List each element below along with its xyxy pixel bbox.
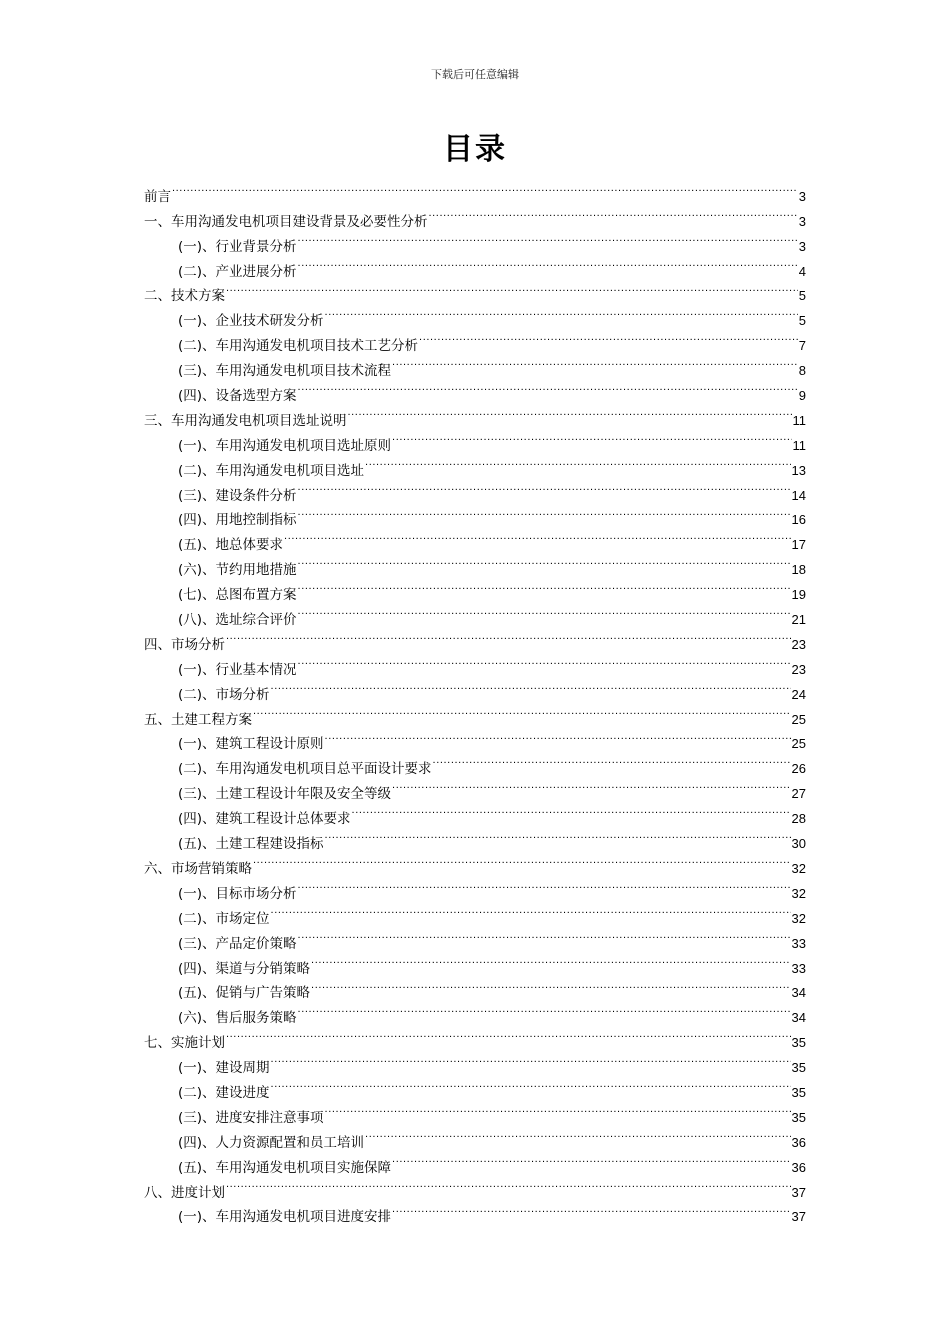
- header-note: 下载后可任意编辑: [431, 68, 519, 81]
- toc-entry-page-number: 24: [791, 686, 806, 702]
- toc-entry-page-number: 27: [791, 786, 806, 802]
- toc-dot-leader: [365, 1122, 790, 1147]
- toc-entry-page-number: 3: [798, 238, 806, 254]
- toc-dot-leader: [392, 1147, 790, 1172]
- toc-entry-label: (四)、设备选型方案: [178, 388, 297, 405]
- toc-entry-label: (六)、售后服务策略: [178, 1010, 297, 1027]
- toc-entry-label: (五)、地总体要求: [178, 537, 284, 554]
- toc-entry-page-number: 25: [791, 711, 806, 727]
- toc-entry-label: 一、车用沟通发电机项目建设背景及必要性分析: [144, 213, 428, 230]
- toc-entry-page-number: 36: [791, 1159, 806, 1175]
- toc-entry-label: (六)、节约用地措施: [178, 562, 297, 579]
- toc-entry-label: (四)、建筑工程设计总体要求: [178, 811, 351, 828]
- toc-dot-leader: [226, 1172, 791, 1197]
- toc-entry[interactable]: [144, 1047, 806, 1077]
- toc-entry-page-number: 19: [791, 587, 806, 603]
- toc-entry-label: (一)、行业背景分析: [178, 238, 297, 255]
- toc-entry-label: (三)、土建工程设计年限及安全等级: [178, 786, 392, 803]
- toc-entry-page-number: 25: [791, 736, 806, 752]
- toc-dot-leader: [433, 748, 791, 773]
- toc-dot-leader: [365, 450, 790, 475]
- toc-entry-label: (一)、企业技术研发分析: [178, 313, 324, 330]
- toc-dot-leader: [226, 624, 791, 649]
- toc-dot-leader: [311, 973, 790, 998]
- toc-entry-page-number: 34: [791, 1010, 806, 1026]
- toc-entry-label: (七)、总图布置方案: [178, 587, 297, 604]
- toc-entry-label: (一)、行业基本情况: [178, 661, 297, 678]
- toc-entry-page-number: 4: [798, 263, 806, 279]
- toc-entry-page-number: 32: [791, 910, 806, 926]
- toc-entry-page-number: 32: [791, 860, 806, 876]
- toc-entry-page-number: 18: [791, 562, 806, 578]
- toc-entry[interactable]: [144, 649, 806, 678]
- toc-dot-leader: [298, 873, 791, 898]
- toc-dot-leader: [392, 1197, 790, 1222]
- toc-entry-label: (一)、目标市场分析: [178, 885, 297, 902]
- toc-dot-leader: [392, 350, 798, 375]
- toc-entry-page-number: 17: [791, 537, 806, 553]
- toc-entry-label: (三)、进度安排注意事项: [178, 1109, 324, 1126]
- toc-dot-leader: [284, 524, 790, 549]
- toc-dot-leader: [298, 549, 791, 574]
- toc-entry-label: (五)、车用沟通发电机项目实施保障: [178, 1159, 392, 1176]
- toc-entry-label: 二、技术方案: [144, 288, 225, 305]
- toc-dot-leader: [298, 226, 798, 251]
- toc-entry[interactable]: [144, 300, 806, 330]
- toc-entry-label: (一)、建筑工程设计原则: [178, 736, 324, 753]
- toc-entry[interactable]: [144, 1172, 806, 1201]
- toc-entry-page-number: 30: [791, 836, 806, 852]
- toc-dot-leader: [298, 997, 791, 1022]
- toc-entry[interactable]: [144, 201, 806, 230]
- toc-entry[interactable]: [144, 1022, 806, 1052]
- toc-entry-label: (二)、产业进展分析: [178, 263, 297, 280]
- toc-entry-label: (八)、选址综合评价: [178, 612, 297, 629]
- toc-entry-page-number: 14: [791, 487, 806, 503]
- toc-entry-label: (一)、车用沟通发电机项目选址原则: [178, 437, 392, 454]
- toc-entry-page-number: 3: [798, 188, 806, 204]
- toc-entry-page-number: 37: [791, 1184, 806, 1200]
- toc-dot-leader: [298, 574, 791, 599]
- toc-entry-page-number: 35: [791, 1084, 806, 1100]
- toc-entry[interactable]: [144, 624, 806, 653]
- toc-entry[interactable]: [144, 1197, 806, 1226]
- toc-dot-leader: [429, 201, 798, 226]
- toc-entry-page-number: 11: [792, 412, 806, 428]
- toc-entry-label: 四、市场分析: [144, 636, 225, 653]
- toc-entry-page-number: 36: [791, 1134, 806, 1150]
- toc-entry-page-number: 3: [798, 213, 806, 229]
- toc-dot-leader: [271, 1072, 791, 1097]
- toc-entry-label: (五)、促销与广告策略: [178, 985, 311, 1002]
- toc-dot-leader: [226, 1022, 791, 1047]
- toc-entry-page-number: 37: [791, 1209, 806, 1225]
- toc-dot-leader: [298, 475, 791, 500]
- toc-entry-page-number: 23: [791, 661, 806, 677]
- toc-dot-leader: [298, 375, 798, 400]
- toc-entry-page-number: 28: [791, 811, 806, 827]
- toc-entry-page-number: 35: [791, 1035, 806, 1051]
- toc-dot-leader: [298, 500, 791, 525]
- toc-entry-page-number: 5: [798, 288, 806, 304]
- toc-entry-label: (五)、土建工程建设指标: [178, 836, 324, 853]
- toc-dot-leader: [348, 400, 792, 425]
- toc-entry-page-number: 35: [791, 1060, 806, 1076]
- toc-dot-leader: [311, 948, 790, 973]
- toc-entry-label: 三、车用沟通发电机项目选址说明: [144, 412, 347, 429]
- toc-entry-label: (三)、车用沟通发电机项目技术流程: [178, 363, 392, 380]
- toc-entry-label: (四)、渠道与分销策略: [178, 960, 311, 977]
- toc-entry[interactable]: [144, 176, 806, 205]
- toc-dot-leader: [271, 674, 791, 699]
- toc-dot-leader: [298, 599, 791, 624]
- toc-entry-page-number: 21: [791, 612, 806, 628]
- toc-entry-label: 八、进度计划: [144, 1184, 225, 1201]
- toc-dot-leader: [392, 773, 790, 798]
- toc-entry-page-number: 7: [798, 338, 806, 354]
- toc-entry-label: 七、实施计划: [144, 1035, 225, 1052]
- toc-dot-leader: [271, 1047, 791, 1072]
- toc-dot-leader: [325, 724, 791, 749]
- toc-entry-page-number: 23: [791, 636, 806, 652]
- toc-entry-label: (三)、建设条件分析: [178, 487, 297, 504]
- toc-dot-leader: [325, 823, 791, 848]
- toc-dot-leader: [226, 276, 798, 301]
- toc-entry-page-number: 8: [798, 363, 806, 379]
- toc-entry-label: (二)、车用沟通发电机项目技术工艺分析: [178, 338, 419, 355]
- toc-entry-page-number: 11: [792, 437, 806, 453]
- toc-entry-label: (一)、车用沟通发电机项目进度安排: [178, 1209, 392, 1226]
- toc-dot-leader: [172, 176, 798, 201]
- toc-entry-label: (二)、市场定位: [178, 910, 270, 927]
- toc-entry-page-number: 5: [798, 313, 806, 329]
- toc-entry-page-number: 26: [791, 761, 806, 777]
- table-of-contents: [144, 176, 806, 1226]
- toc-entry-label: (四)、用地控制指标: [178, 512, 297, 529]
- toc-entry-label: (二)、车用沟通发电机项目选址: [178, 462, 365, 479]
- toc-entry-label: (一)、建设周期: [178, 1060, 270, 1077]
- toc-dot-leader: [253, 699, 791, 724]
- toc-entry-label: (二)、车用沟通发电机项目总平面设计要求: [178, 761, 432, 778]
- toc-entry-page-number: 33: [791, 960, 806, 976]
- toc-dot-leader: [392, 425, 791, 450]
- toc-entry[interactable]: [144, 276, 806, 305]
- toc-entry-label: 五、土建工程方案: [144, 711, 252, 728]
- toc-entry-label: (四)、人力资源配置和员工培训: [178, 1134, 365, 1151]
- toc-entry-label: 前言: [144, 188, 171, 205]
- toc-entry-page-number: 32: [791, 885, 806, 901]
- toc-entry-page-number: 13: [791, 462, 806, 478]
- toc-dot-leader: [325, 1097, 791, 1122]
- toc-entry-page-number: 34: [791, 985, 806, 1001]
- toc-dot-leader: [253, 848, 791, 873]
- toc-dot-leader: [298, 251, 798, 276]
- toc-dot-leader: [298, 923, 791, 948]
- toc-dot-leader: [325, 300, 798, 325]
- toc-entry-label: (三)、产品定价策略: [178, 935, 297, 952]
- toc-entry-page-number: 33: [791, 935, 806, 951]
- toc-dot-leader: [419, 325, 798, 350]
- toc-entry-label: (二)、建设进度: [178, 1084, 270, 1101]
- toc-entry-page-number: 9: [798, 388, 806, 404]
- toc-dot-leader: [271, 898, 791, 923]
- toc-dot-leader: [352, 798, 791, 823]
- page-title: 目录: [443, 132, 507, 167]
- toc-entry-label: (二)、市场分析: [178, 686, 270, 703]
- toc-entry-page-number: 35: [791, 1109, 806, 1125]
- toc-entry-label: 六、市场营销策略: [144, 860, 252, 877]
- toc-entry-page-number: 16: [791, 512, 806, 528]
- toc-dot-leader: [298, 649, 791, 674]
